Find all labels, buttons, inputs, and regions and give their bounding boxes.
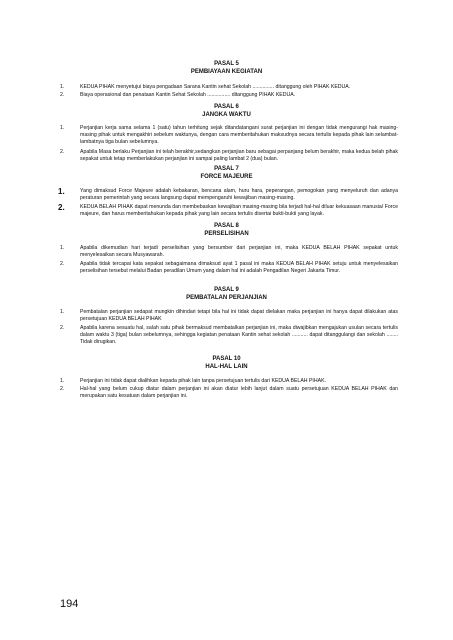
item-text: KEDUA PIHAK menyetujui biaya pengadaan Sarana Kantin sehat Sekolah ............... ditanggung oleh PIHAK KEDUA.: [80, 84, 351, 90]
item-number: 2.: [60, 325, 65, 331]
item-text: Apabila tidak tercapai kata sepakat sebagaimana dimaksud ayat 1 pasal ini maka KEDUA BELAH PIHAK setuju untuk menyelesaikan perselisihan tersebut melalui Badan peradilan Umum yang dalam hal ini adalah Pengadilan Negeri Jakarta Timur.: [80, 261, 398, 275]
section-subtitle: PEMBIAYAAN KEGIATAN: [190, 69, 263, 75]
item-number: 2.: [60, 92, 65, 98]
item-number: 2.: [60, 149, 65, 155]
section-title: PASAL 5: [214, 61, 239, 67]
section-title: PASAL 10: [212, 356, 241, 362]
page-number: 194: [60, 598, 79, 610]
item-text: Biaya operasional dan penataan Kantin Sehat Sekolah ................ ditanggung PIHAK KEDUA.: [80, 92, 296, 98]
item-text: Hal-hal yang belum cukup diatur dalam perjanjian ini akan diatur lebih lanjut dalam suatu persetujuan KEDUA BELAH PIHAK dan merupakan satu kesatuan dalam perjanjian ini.: [80, 386, 398, 400]
item-number: 1.: [60, 309, 65, 315]
section-title: PASAL 6: [214, 104, 239, 110]
item-text: Apabila karena sesuatu hal, salah satu pihak bermaksud membatalkan perjanjian ini, maka diwajibkan mengajukan usulan secara tertulis dalam waktu 3 (tiga) bulan sebelumnya, sehingga kegiatan penataan Kantin sehat sekolah ........... dapat ditanggulangi dan sekolah ........ Tidak dirugikan.: [80, 325, 398, 346]
item-text: Perjanjian kerja sama selama 1 (satu) tahun terhitung sejak ditandatangani surat perjanjian ini dengan tidak mengurangi hak masing-masing pihak untuk mengakhiri sebelum waktunya, dengan cara memberitahukan maksudnya secara tertulis kepada pihak lain selambat-lambatnya tiga bulan sebelumnya.: [80, 125, 398, 146]
section-title: PASAL 9: [214, 287, 239, 293]
section-subtitle: JANGKA WAKTU: [202, 112, 251, 118]
item-number: 1.: [60, 125, 65, 131]
section-subtitle: FORCE MAJEURE: [200, 174, 253, 180]
item-number: 1.: [58, 187, 65, 196]
item-number: 1.: [60, 84, 65, 90]
item-number: 2.: [60, 386, 65, 392]
item-number: 1.: [60, 245, 65, 251]
section-title: PASAL 8: [214, 223, 239, 229]
item-number: 1.: [60, 378, 65, 384]
item-text: Yang dimaksud Force Majeure adalah kebakaran, bencana alam, huru hara, peperangan, pemogokan yang menyeluruh dan adanya peraturan pemerintah yang secara langsung dapat mempengaruhi kewajiban masing-masing.: [80, 188, 398, 202]
item-text: Pembatalan perjanjian sedapat mungkin dihindari tetapi bila hal ini tidak dapat dielakan maka perjanjian ini hanya dapat dilakukan atas persetujuan KEDUA BELAH PIHAK: [80, 309, 398, 323]
item-text: Apabila Masa berlaku Perjanjian ini telah berakhir,sedangkan perjanjian baru sebagai perpanjang belum berakhir, maka kedua belah pihak sepakat untuk tetap memberlakukan perjanjian ini sampai paling lambat 2 (dua) bulan.: [80, 149, 398, 163]
item-number: 2.: [60, 261, 65, 267]
section-title: PASAL 7: [214, 166, 239, 172]
section-subtitle: PEMBATALAN PERJANJIAN: [186, 295, 267, 301]
item-text: Perjanjian ini tidak dapat dialihkan kepada pihak lain tanpa persetujuan tertulis dari KEDUA BELAH PIHAK.: [80, 378, 326, 384]
section-subtitle: PERSELISIHAN: [204, 231, 249, 237]
item-text: KEDUA BELAH PIHAK dapat menunda dan membebaskan kewajiban masing-masing bila terjadi hal-hal diluar kekuasaan manusia/ Force majeure, dan harus memberitahukan kepada pihak yang lain secara tertulis disertai bukti-bukti yang layak.: [80, 204, 398, 218]
section-subtitle: HAL-HAL LAIN: [205, 364, 248, 370]
item-text: Apabila dikemudian hari terjadi perselisihan yang bersumber dari perjanjian ini, maka KEDUA BELAH PIHAK sepakat untuk menyelesaikan secara Musyawarah.: [80, 245, 398, 259]
item-number: 2.: [58, 203, 65, 212]
